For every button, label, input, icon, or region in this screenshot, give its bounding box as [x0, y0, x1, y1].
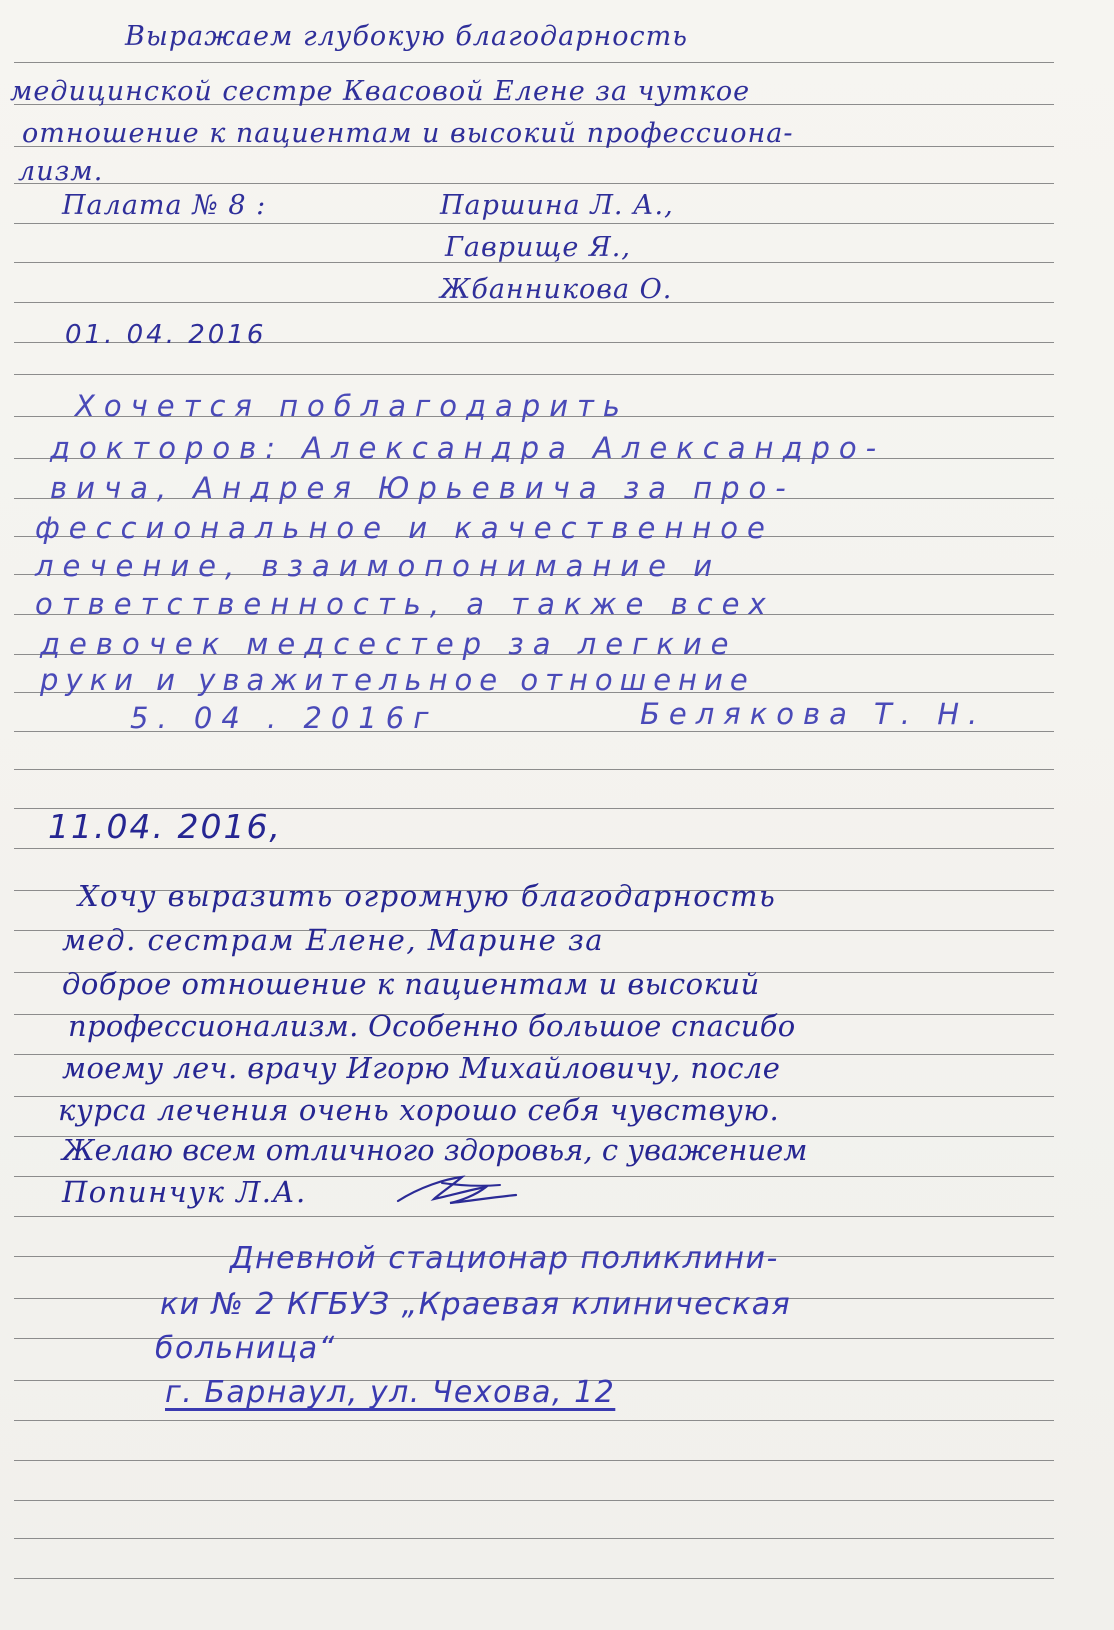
entry-4-line-1: Дневной стационар поликлини-: [230, 1241, 779, 1276]
entry-2-line-7: девочек медсестер за легкие: [40, 627, 738, 661]
entry-3-line-7: Желаю всем отличного здоровья, с уважением: [62, 1133, 808, 1167]
entry-1-line-3: отношение к пациентам и высокий профессиона-: [22, 118, 794, 149]
entry-2-line-8: руки и уважительное отношение: [40, 663, 755, 697]
entry-3-date: 11.04. 2016,: [48, 807, 282, 846]
entry-1-line-1: Выражаем глубокую благодарность: [125, 21, 688, 52]
entry-2-date: 5. 04 . 2016г: [130, 701, 438, 735]
entry-3-line-4: профессионализм. Особенно большое спасибо: [68, 1009, 796, 1043]
ruled-line: [14, 1420, 1054, 1421]
ruled-line: [14, 62, 1054, 63]
entry-4-line-4: г. Барнаул, ул. Чехова, 12: [165, 1375, 616, 1410]
entry-3-line-5: моему леч. врачу Игорю Михайловичу, после: [62, 1051, 781, 1085]
entry-1-date: 01. 04. 2016: [65, 320, 267, 350]
ruled-line: [14, 1216, 1054, 1217]
ruled-line: [14, 183, 1054, 184]
entry-2-line-2: докторов: Александра Александро-: [50, 431, 886, 465]
entry-1-line-2: медицинской сестре Квасовой Елене за чуткое: [10, 76, 751, 107]
ruled-line: [14, 1500, 1054, 1501]
entry-3-line-3: доброе отношение к пациентам и высокий: [62, 967, 760, 1001]
ruled-line: [14, 1538, 1054, 1539]
entry-1-signer-3: Жбанникова О.: [440, 274, 673, 305]
entry-1-signer-1: Паршина Л. А.,: [440, 190, 674, 221]
entry-2-signer: Белякова Т. Н.: [640, 697, 987, 731]
entry-4-line-2: ки № 2 КГБУЗ „Краевая клиническая: [160, 1287, 792, 1322]
entry-3-line-1: Хочу выразить огромную благодарность: [78, 879, 777, 913]
entry-3-line-6: курса лечения очень хорошо себя чувствую.: [58, 1093, 780, 1127]
entry-2-line-3: вича, Андрея Юрьевича за про-: [50, 471, 795, 505]
ruled-line: [14, 1460, 1054, 1461]
entry-1-ward: Палата № 8 :: [62, 190, 267, 221]
entry-3-line-8: Попинчук Л.А.: [62, 1175, 307, 1209]
ruled-line: [14, 769, 1054, 770]
entry-3-line-2: мед. сестрам Елене, Марине за: [62, 923, 605, 957]
signature-scribble: [390, 1165, 530, 1215]
entry-2-line-6: ответственность, а также всех: [35, 587, 775, 621]
ruled-line: [14, 223, 1054, 224]
ruled-line: [14, 848, 1054, 849]
entry-2-line-4: фессиональное и качественное: [35, 511, 774, 545]
ruled-line: [14, 374, 1054, 375]
entry-2-line-5: лечение, взаимопонимание и: [35, 549, 722, 583]
entry-2-line-1: Хочется поблагодарить: [75, 389, 630, 423]
entry-1-signer-2: Гаврище Я.,: [445, 232, 631, 263]
ruled-line: [14, 1578, 1054, 1579]
entry-4-line-3: больница“: [155, 1331, 336, 1366]
entry-1-line-4: лизм.: [18, 156, 104, 187]
